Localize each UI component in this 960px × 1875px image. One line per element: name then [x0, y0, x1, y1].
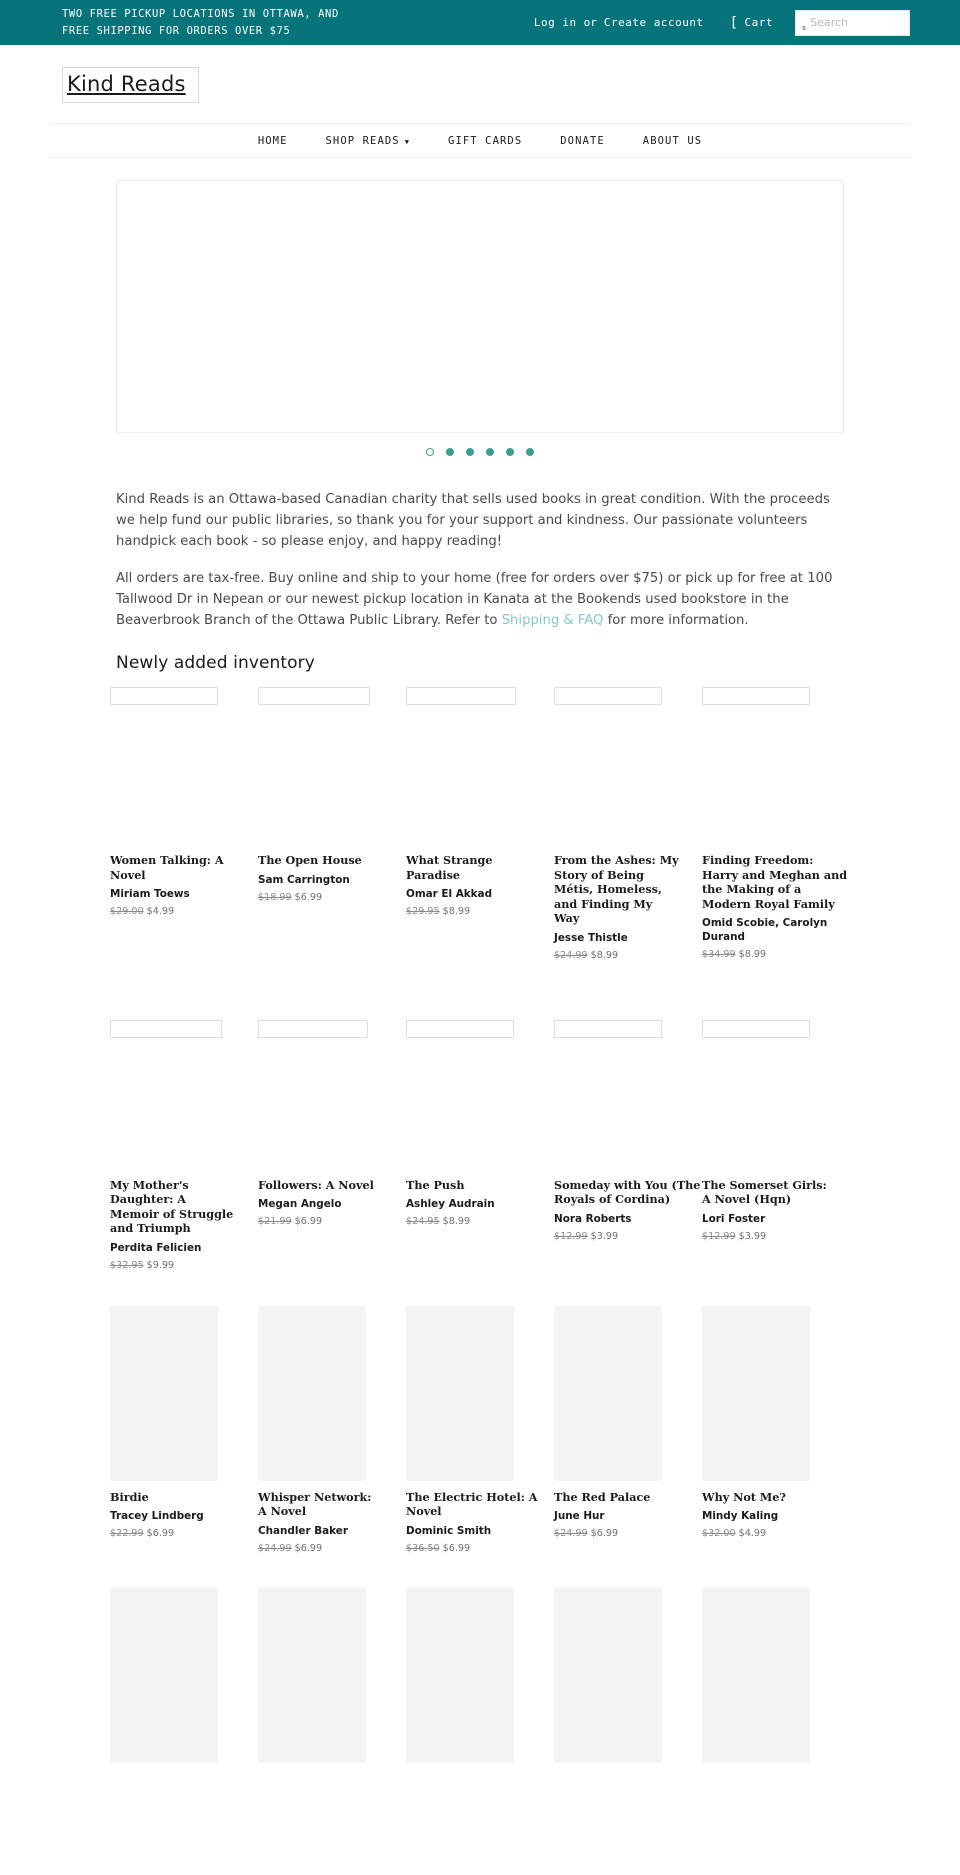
intro-paragraph-2-before: All orders are tax-free. Buy online and ship to your home (free for orders over $75) or pick up for free at 100 Tallwood Dr in Nepean or our newest pickup location in Kanata at the Bookends used bookstore in the Beaverbrook Branch of the Ottawa Public Library. Refer to — [116, 571, 833, 628]
product-image-placeholder[interactable] — [554, 1587, 662, 1762]
page-title: Newly added inventory — [116, 653, 315, 673]
product-compare-price: $22.99 — [110, 1528, 144, 1539]
cart-link[interactable] — [730, 16, 773, 30]
product-sale-price: $6.99 — [291, 891, 323, 903]
product-image-spacer — [554, 711, 679, 853]
product-compare-price: $32.95 — [110, 1259, 144, 1271]
product-author: Nora Roberts — [554, 1212, 632, 1225]
product-title[interactable]: From the Ashes: My Story of Being Métis, Homeless, and Finding My Way — [554, 853, 679, 925]
nav-item-label: SHOP READS — [325, 134, 400, 147]
shipping-faq-link[interactable]: Shipping & FAQ — [501, 613, 604, 628]
slideshow-dot[interactable] — [446, 448, 454, 456]
product-sale-price: $4.99 — [143, 906, 175, 917]
product-sale-price: $6.99 — [291, 1216, 323, 1227]
product-card[interactable] — [702, 1020, 850, 1272]
product-image-placeholder[interactable] — [554, 1306, 662, 1481]
product-image-placeholder[interactable] — [406, 1587, 514, 1762]
product-sale-price: $4.99 — [735, 1528, 767, 1539]
intro-paragraph-2-after: for more information. — [603, 613, 749, 628]
announcement-text — [62, 6, 392, 40]
product-author: Perdita Felicien — [110, 1241, 202, 1254]
product-image-spacer — [110, 711, 235, 853]
grid-row-gap — [110, 962, 850, 1020]
product-sale-price: $3.99 — [735, 1230, 767, 1242]
product-card[interactable] — [258, 687, 406, 962]
product-image-placeholder[interactable] — [406, 687, 516, 705]
product-compare-price: $24.95 — [406, 1216, 440, 1227]
log-in-link[interactable]: Log in — [533, 16, 577, 29]
slideshow-dot[interactable] — [486, 448, 494, 456]
product-image-spacer — [702, 1044, 827, 1178]
product-author: Omid Scobie, Carolyn Durand — [702, 917, 828, 943]
product-title[interactable]: Followers: A Novel — [258, 1177, 374, 1192]
product-sale-price: $3.99 — [587, 1230, 619, 1242]
or-separator: or — [583, 16, 597, 29]
product-title[interactable]: Birdie — [110, 1489, 149, 1504]
product-author: Megan Angelo — [258, 1198, 342, 1210]
product-card[interactable] — [554, 687, 702, 962]
product-sale-price: $8.99 — [439, 906, 471, 917]
announcement-line-1: TWO FREE PICKUP LOCATIONS IN OTTAWA, AND — [62, 7, 339, 20]
product-image-placeholder[interactable] — [258, 1020, 368, 1038]
product-card[interactable] — [554, 1020, 702, 1272]
product-price — [110, 1527, 235, 1540]
product-image-placeholder[interactable] — [258, 1587, 366, 1762]
product-compare-price: $34.99 — [702, 949, 736, 960]
main-navigation — [50, 123, 910, 158]
nav-item-gift-cards[interactable] — [429, 135, 541, 147]
product-author: Dominic Smith — [406, 1524, 492, 1537]
intro-paragraph-2 — [116, 568, 844, 631]
product-price — [258, 1542, 383, 1555]
product-author: Lori Foster — [702, 1212, 766, 1225]
product-compare-price: $32.00 — [702, 1528, 736, 1539]
product-grid — [110, 687, 850, 1771]
product-image-placeholder[interactable] — [702, 1306, 810, 1481]
product-card[interactable] — [702, 1587, 850, 1771]
product-compare-price: $21.99 — [258, 1216, 292, 1227]
product-image-spacer — [258, 1044, 383, 1178]
product-image-placeholder[interactable] — [110, 687, 218, 705]
product-card[interactable] — [406, 1306, 554, 1555]
slideshow-dot[interactable] — [506, 448, 514, 456]
product-price — [702, 1527, 827, 1540]
nav-item-label: HOME — [257, 134, 288, 147]
product-card[interactable] — [406, 687, 554, 962]
product-author: Mindy Kaling — [702, 1510, 779, 1522]
product-card[interactable] — [554, 1306, 702, 1555]
product-title[interactable]: Whisper Network: A Novel — [258, 1489, 372, 1518]
product-image-placeholder[interactable] — [110, 1020, 222, 1038]
search-box[interactable] — [795, 10, 910, 36]
product-sale-price: $6.99 — [291, 1542, 323, 1554]
product-image-placeholder[interactable] — [110, 1306, 218, 1481]
nav-item-label: DONATE — [560, 134, 605, 147]
product-sale-price: $6.99 — [143, 1528, 175, 1539]
product-image-placeholder[interactable] — [258, 1306, 366, 1481]
product-sale-price: $8.99 — [439, 1216, 471, 1227]
search-input[interactable] — [810, 16, 902, 29]
grid-row-gap — [110, 1272, 850, 1306]
product-image-placeholder[interactable] — [258, 687, 370, 705]
product-card[interactable] — [110, 1587, 258, 1771]
search-icon: s — [802, 23, 807, 32]
product-price — [258, 1215, 383, 1228]
product-card[interactable] — [702, 1306, 850, 1555]
product-author: Ashley Audrain — [406, 1198, 495, 1210]
product-image-placeholder[interactable] — [554, 1020, 662, 1038]
nav-item-donate[interactable] — [541, 135, 624, 147]
cart-label: Cart — [744, 16, 773, 29]
product-sale-price: $9.99 — [143, 1259, 175, 1271]
site-logo[interactable]: Kind Reads — [62, 67, 199, 103]
product-price — [554, 1527, 679, 1540]
product-compare-price: $29.95 — [406, 906, 440, 917]
product-image-spacer — [554, 1044, 702, 1178]
product-sale-price: $8.99 — [587, 949, 619, 961]
product-author: Sam Carrington — [258, 873, 350, 886]
product-card[interactable] — [406, 1587, 554, 1771]
product-image-placeholder[interactable] — [702, 687, 810, 705]
nav-item-home[interactable] — [239, 135, 307, 147]
product-sale-price: $8.99 — [735, 949, 767, 960]
slideshow-pagination — [116, 445, 844, 459]
slideshow-dot[interactable] — [526, 448, 534, 456]
product-price — [702, 1230, 827, 1243]
product-card[interactable] — [702, 687, 850, 962]
product-card[interactable] — [110, 1306, 258, 1555]
product-price — [406, 1542, 554, 1555]
product-title[interactable]: The Electric Hotel: A Novel — [406, 1489, 538, 1518]
product-compare-price: $24.99 — [554, 949, 588, 961]
product-price — [554, 1230, 702, 1243]
product-card[interactable] — [554, 1587, 702, 1771]
product-image-spacer — [110, 1044, 235, 1178]
chevron-down-icon: ▼ — [404, 137, 411, 146]
product-image-spacer — [258, 711, 383, 853]
product-title[interactable]: The Somerset Girls: A Novel (Hqn) — [702, 1177, 827, 1206]
hero-slideshow[interactable] — [116, 180, 844, 433]
product-image-spacer — [406, 1044, 531, 1178]
nav-item-label: GIFT CARDS — [448, 134, 523, 147]
product-compare-price: $12.99 — [702, 1230, 736, 1242]
product-price — [702, 948, 850, 961]
product-image-spacer — [702, 711, 850, 853]
product-price — [554, 949, 679, 962]
product-card[interactable] — [258, 1306, 406, 1555]
nav-item-shop-reads[interactable] — [307, 135, 430, 147]
announcement-line-2: FREE SHIPPING FOR ORDERS OVER $75 — [62, 24, 291, 37]
product-image-placeholder[interactable] — [702, 1020, 810, 1038]
product-price — [110, 1259, 235, 1272]
utility-links — [534, 0, 910, 45]
product-price — [258, 891, 383, 904]
product-image-placeholder[interactable] — [406, 1020, 514, 1038]
product-author: June Hur — [554, 1510, 605, 1522]
product-title[interactable]: Why Not Me? — [702, 1489, 786, 1504]
product-title[interactable]: My Mother's Daughter: A Memoir of Struggle and Triumph — [110, 1177, 234, 1235]
product-compare-price: $18.99 — [258, 891, 292, 903]
product-sale-price: $6.99 — [439, 1542, 471, 1554]
grid-row-gap — [110, 1555, 850, 1587]
product-compare-price: $29.00 — [110, 906, 144, 917]
product-compare-price: $24.99 — [554, 1528, 588, 1539]
product-price — [406, 905, 531, 918]
product-sale-price: $6.99 — [587, 1528, 619, 1539]
product-compare-price: $36.50 — [406, 1542, 440, 1554]
product-title[interactable]: Finding Freedom: Harry and Meghan and the Making of a Modern Royal Family — [702, 853, 848, 911]
product-image-placeholder[interactable] — [554, 687, 662, 705]
product-card[interactable] — [258, 1020, 406, 1272]
product-card[interactable] — [258, 1587, 406, 1771]
product-card[interactable] — [110, 687, 258, 962]
product-card[interactable] — [110, 1020, 258, 1272]
create-account-link[interactable]: Create account — [603, 16, 704, 29]
intro-paragraph-1: Kind Reads is an Ottawa-based Canadian charity that sells used books in great condition. With the proceeds we help fund our public libraries, so thank you for your support and kindness. Our passionate volunteers handpick each book - so please enjoy, and happy reading! — [116, 492, 830, 549]
product-image-placeholder[interactable] — [702, 1587, 810, 1762]
nav-item-label: ABOUT US — [642, 134, 703, 147]
product-author: Chandler Baker — [258, 1524, 348, 1537]
product-compare-price: $12.99 — [554, 1230, 588, 1242]
announcement-bar — [0, 0, 960, 45]
product-price — [110, 905, 235, 918]
product-author: Tracey Lindberg — [110, 1510, 204, 1522]
product-price — [406, 1215, 531, 1228]
nav-item-about-us[interactable] — [624, 135, 721, 147]
product-author: Jesse Thistle — [554, 931, 628, 944]
logo-band — [50, 45, 910, 123]
product-image-placeholder[interactable] — [110, 1587, 218, 1762]
cart-icon: [ — [729, 14, 739, 31]
product-title[interactable]: The Open House — [258, 853, 362, 867]
product-card[interactable] — [406, 1020, 554, 1272]
product-title[interactable]: Women Talking: A Novel — [110, 853, 224, 882]
product-title[interactable]: Someday with You (The Royals of Cordina) — [554, 1177, 701, 1206]
product-image-spacer — [406, 711, 531, 853]
product-title[interactable]: The Red Palace — [554, 1489, 651, 1504]
product-title[interactable]: The Push — [406, 1177, 465, 1192]
slideshow-dot[interactable] — [426, 448, 434, 456]
product-compare-price: $24.99 — [258, 1542, 292, 1554]
slideshow-dot[interactable] — [466, 448, 474, 456]
intro-copy — [116, 489, 844, 631]
product-image-placeholder[interactable] — [406, 1306, 514, 1481]
product-author: Omar El Akkad — [406, 888, 493, 900]
product-author: Miriam Toews — [110, 888, 190, 900]
product-title[interactable]: What Strange Paradise — [406, 853, 493, 882]
